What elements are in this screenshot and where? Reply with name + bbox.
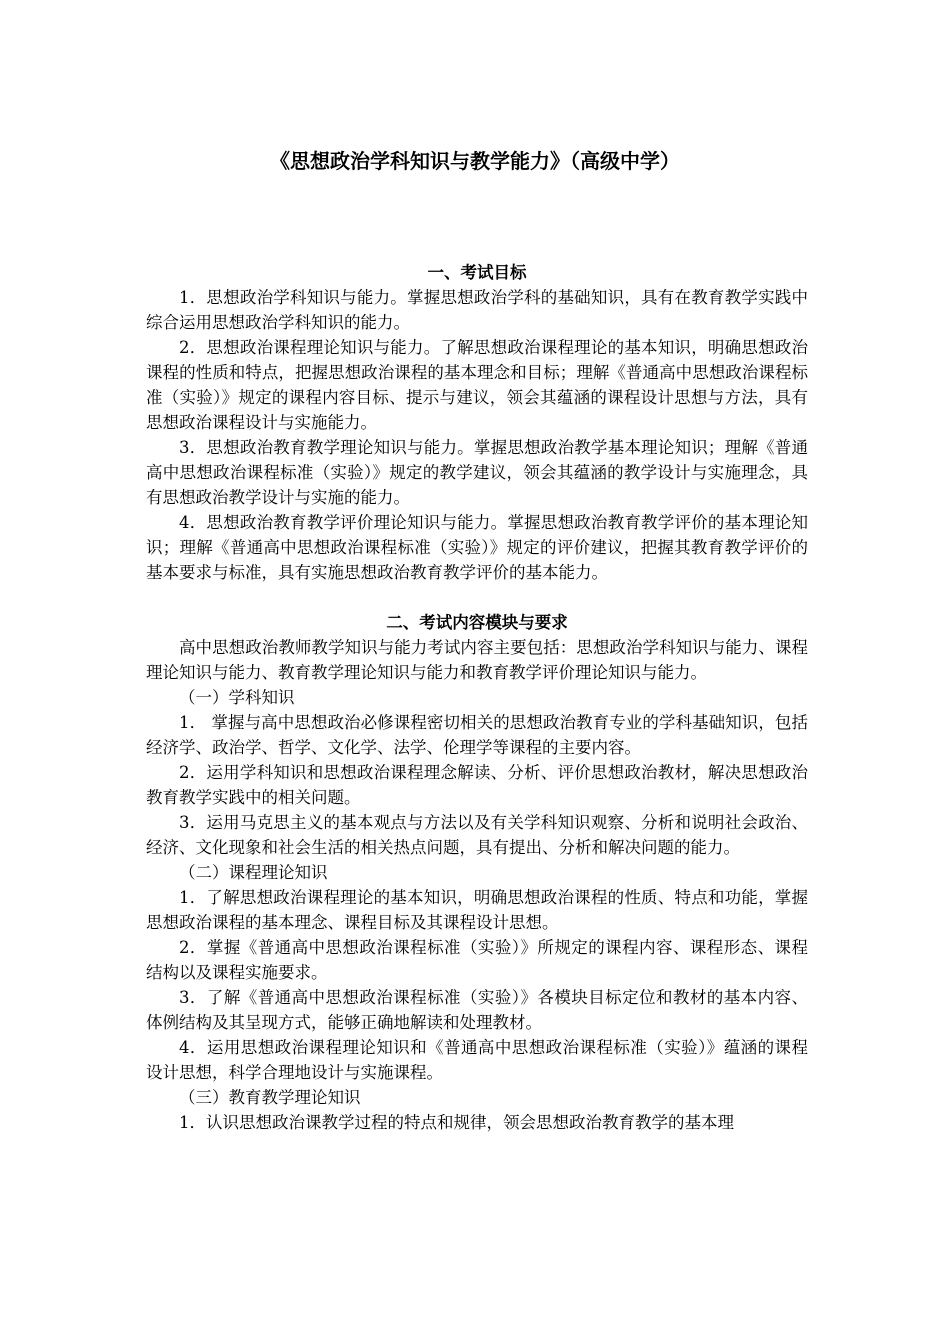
document-title: 《思想政治学科知识与教学能力》（高级中学） <box>270 149 680 173</box>
paragraph: 2．运用学科知识和思想政治课程理念解读、分析、评价思想政治教材，解决思想政治教育教学实践中的相关问题。 <box>146 763 808 807</box>
document-body <box>146 260 808 1135</box>
paragraph: 1．认识思想政治课教学过程的特点和规律，领会思想政治教育教学的基本理 <box>179 1113 734 1132</box>
subsection-heading-subject-knowledge: （一）学科知识 <box>179 688 295 707</box>
paragraph: 1．了解思想政治课程理论的基本知识，明确思想政治课程的性质、特点和功能，掌握思想政治课程的基本理念、课程目标及其课程设计思想。 <box>146 888 808 932</box>
paragraph: 2．思想政治课程理论知识与能力。了解思想政治课程理论的基本知识，明确思想政治课程的性质和特点，把握思想政治课程的基本理念和目标；理解《普通高中思想政治课程标准（实验）》规定的课程内容目标、提示与建议，领会其蕴涵的课程设计思想与方法，具有思想政治课程设计与实施能力。 <box>146 338 808 432</box>
section-heading-exam-goals: 一、考试目标 <box>427 263 527 282</box>
paragraph: 3．运用马克思主义的基本观点与方法以及有关学科知识观察、分析和说明社会政治、经济、文化现象和社会生活的相关热点问题，具有提出、分析和解决问题的能力。 <box>146 813 808 857</box>
paragraph: 1．思想政治学科知识与能力。掌握思想政治学科的基础知识，具有在教育教学实践中综合运用思想政治学科知识的能力。 <box>146 288 808 332</box>
paragraph: 4．运用思想政治课程理论知识和《普通高中思想政治课程标准（实验）》蕴涵的课程设计思想，科学合理地设计与实施课程。 <box>146 1038 808 1082</box>
section-spacer <box>146 585 808 610</box>
paragraph: 3．了解《普通高中思想政治课程标准（实验）》各模块目标定位和教材的基本内容、体例结构及其呈现方式，能够正确地解读和处理教材。 <box>146 988 808 1032</box>
subsection-heading-curriculum-theory: （二）课程理论知识 <box>179 863 328 882</box>
paragraph: 1． 掌握与高中思想政治必修课程密切相关的思想政治教育专业的学科基础知识，包括经济学、政治学、哲学、文化学、法学、伦理学等课程的主要内容。 <box>146 713 808 757</box>
paragraph: 高中思想政治教师教学知识与能力考试内容主要包括：思想政治学科知识与能力、课程理论知识与能力、教育教学理论知识与能力和教育教学评价理论知识与能力。 <box>146 638 808 682</box>
paragraph: 4．思想政治教育教学评价理论知识与能力。掌握思想政治教育教学评价的基本理论知识；理解《普通高中思想政治课程标准（实验）》规定的评价建议，把握其教育教学评价的基本要求与标准，具有实施思想政治教育教学评价的基本能力。 <box>146 513 808 582</box>
paragraph: 3．思想政治教育教学理论知识与能力。掌握思想政治教学基本理论知识；理解《普通高中思想政治课程标准（实验）》规定的教学建议，领会其蕴涵的教学设计与实施理念，具有思想政治教学设计与实施的能力。 <box>146 438 808 507</box>
subsection-heading-teaching-theory: （三）教育教学理论知识 <box>179 1088 361 1107</box>
paragraph: 2．掌握《普通高中思想政治课程标准（实验）》所规定的课程内容、课程形态、课程结构以及课程实施要求。 <box>146 938 808 982</box>
section-heading-exam-content: 二、考试内容模块与要求 <box>386 613 568 632</box>
